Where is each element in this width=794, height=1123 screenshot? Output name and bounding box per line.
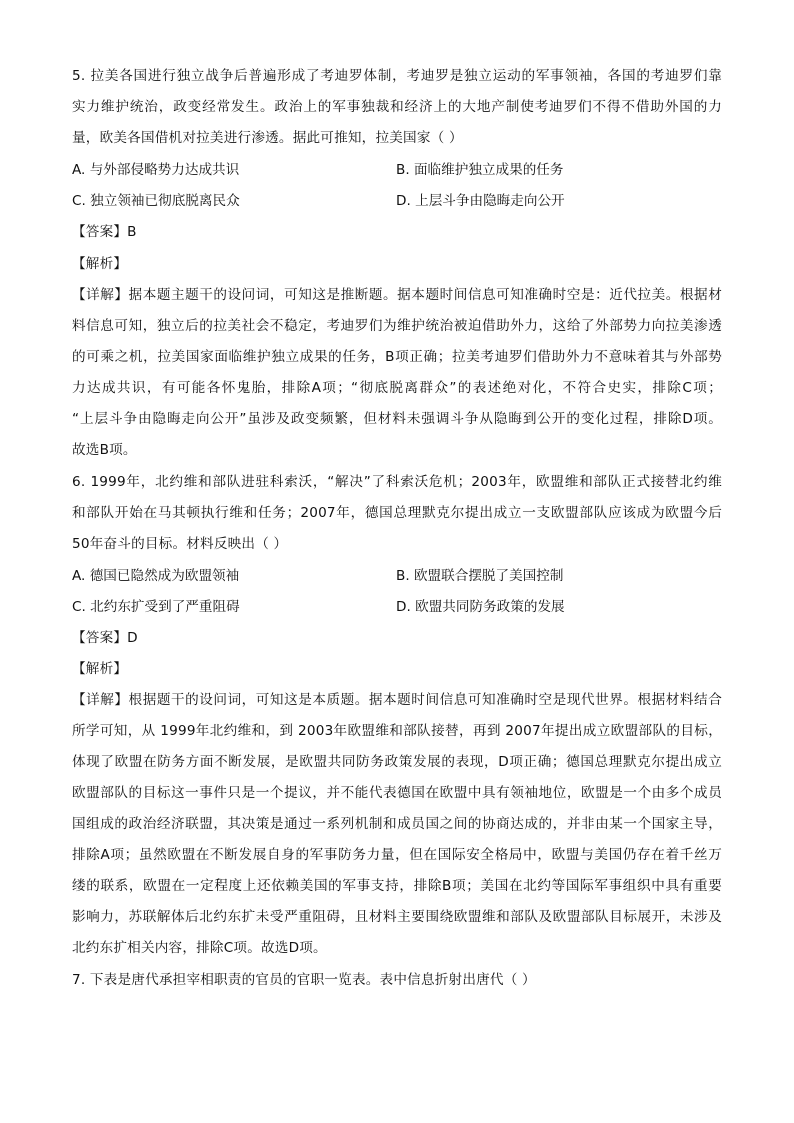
q5-detail-line-4: 力达成共识，有可能各怀鬼胎，排除A项；“彻底脱离群众”的表述绝对化，不符合史实，排除C项；: [72, 380, 722, 396]
q6-detail-line-1: 【详解】根据题干的设问词，可知这是本质题。据本题时间信息可知准确时空是现代世界。根据材料结合: [72, 692, 722, 708]
q5-answer: 【答案】B: [72, 224, 137, 240]
q5-detail-line-5: “上层斗争由隐晦走向公开”虽涉及政变频繁，但材料未强调斗争从隐晦到公开的变化过程，排除D项。: [72, 411, 722, 427]
q6-detail-line-3: 体现了欧盟在防务方面不断发展，是欧盟共同防务政策发展的表现，D项正确；德国总理默克尔提出成立: [72, 754, 722, 770]
q6-detail-line-2: 所学可知，从 1999年北约维和，到 2003年欧盟维和部队接替，再到 2007年提出成立欧盟部队的目标，: [72, 723, 722, 739]
q6-detail-line-7: 缕的联系，欧盟在一定程度上还依赖美国的军事支持，排除B项；美国在北约等国际军事组织中具有重要: [72, 878, 722, 894]
q5-option-a: A. 与外部侵略势力达成共识: [72, 162, 240, 178]
q6-option-d: D. 欧盟共同防务政策的发展: [396, 599, 565, 615]
q6-option-b: B. 欧盟联合摆脱了美国控制: [396, 568, 564, 584]
q5-analysis-label: 【解析】: [72, 256, 128, 272]
q6-detail-line-5: 国组成的政治经济联盟，其决策是通过一系列机制和成员国之间的协商达成的，并非由某一个国家主导，: [72, 816, 722, 832]
q5-stem-line-3: 量，欧美各国借机对拉美进行渗透。据此可推知，拉美国家（ ）: [72, 130, 463, 146]
q6-stem-line-1: 6. 1999年，北约维和部队进驻科索沃，“解决”了科索沃危机；2003年，欧盟维和部队正式接替北约维: [72, 474, 722, 490]
q5-stem-line-2: 实力维护统治，政变经常发生。政治上的军事独裁和经济上的大地产制使考迪罗们不得不借助外国的力: [72, 99, 722, 115]
q6-answer: 【答案】D: [72, 630, 138, 646]
q5-detail-line-6: 故选B项。: [72, 442, 137, 458]
q6-detail-line-9: 北约东扩相关内容，排除C项。故选D项。: [72, 940, 327, 956]
q5-option-c: C. 独立领袖已彻底脱离民众: [72, 193, 240, 209]
q6-detail-line-4: 欧盟部队的目标这一事件只是一个提议，并不能代表德国在欧盟中具有领袖地位，欧盟是一个由多个成员: [72, 785, 722, 801]
q5-detail-line-3: 的可乘之机，拉美国家面临维护独立成果的任务，B项正确；拉美考迪罗们借助外力不意味着其与外部势: [72, 349, 722, 365]
q6-stem-line-2: 和部队开始在马其顿执行维和任务；2007年，德国总理默克尔提出成立一支欧盟部队应该成为欧盟今后: [72, 505, 722, 521]
q5-option-d: D. 上层斗争由隐晦走向公开: [396, 193, 565, 209]
q7-stem: 7. 下表是唐代承担宰相职责的官员的官职一览表。表中信息折射出唐代（ ）: [72, 972, 536, 988]
q6-analysis-label: 【解析】: [72, 661, 128, 677]
q6-detail-line-8: 影响力，苏联解体后北约东扩未受严重阻碍，且材料主要围绕欧盟维和部队及欧盟部队目标展开，未涉及: [72, 909, 722, 925]
q5-detail-line-1: 【详解】据本题主题干的设问词，可知这是推断题。据本题时间信息可知准确时空是：近代拉美。根据材: [72, 287, 722, 303]
q5-stem-line-1: 5. 拉美各国进行独立战争后普遍形成了考迪罗体制，考迪罗是独立运动的军事领袖，各国的考迪罗们靠: [72, 68, 722, 84]
q6-stem-line-3: 50年奋斗的目标。材料反映出（ ）: [72, 536, 288, 552]
q5-option-b: B. 面临维护独立成果的任务: [396, 162, 564, 178]
q6-option-c: C. 北约东扩受到了严重阻碍: [72, 599, 240, 615]
q6-detail-line-6: 排除A项；虽然欧盟在不断发展自身的军事防务力量，但在国际安全格局中，欧盟与美国仍存在着千丝万: [72, 847, 722, 863]
q6-option-a: A. 德国已隐然成为欧盟领袖: [72, 568, 240, 584]
q5-detail-line-2: 料信息可知，独立后的拉美社会不稳定，考迪罗们为维护统治被迫借助外力，这给了外部势力向拉美渗透: [72, 318, 722, 334]
